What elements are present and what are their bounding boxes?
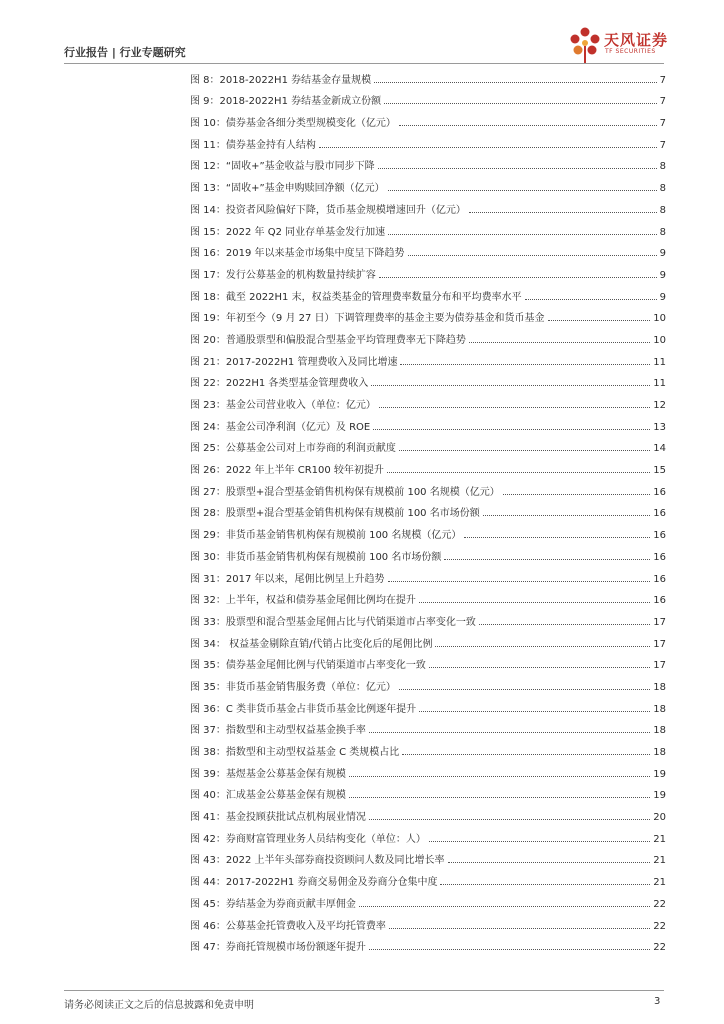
header-divider — [64, 63, 664, 64]
toc-entry-label: 图 17：发行公募基金的机构数量持续扩容 — [190, 269, 376, 281]
toc-entry-label: 图 42：券商财富管理业务人员结构变化（单位：人） — [190, 833, 426, 845]
toc-leader-dots — [373, 429, 650, 430]
toc-entry-page: 17 — [653, 616, 666, 628]
toc-entry-page: 16 — [653, 573, 666, 585]
toc-leader-dots — [369, 949, 650, 950]
toc-leader-dots — [388, 190, 657, 191]
toc-entry-label: 图 30：非货币基金销售机构保有规模前 100 名市场份额 — [190, 551, 442, 563]
page-number: 3 — [654, 996, 661, 1007]
toc-entry-page: 10 — [653, 334, 666, 346]
toc-entry[interactable] — [190, 109, 666, 131]
toc-leader-dots — [374, 82, 657, 83]
toc-leader-dots — [379, 277, 657, 278]
toc-entry[interactable] — [190, 88, 666, 110]
toc-entry-page: 18 — [653, 681, 666, 693]
toc-entry-label: 图 26：2022 年上半年 CR100 较年初提升 — [190, 465, 384, 477]
toc-leader-dots — [419, 711, 650, 712]
toc-entry-label: 图 28：股票型+混合型基金销售机构保有规模前 100 名市场份额 — [190, 508, 480, 520]
toc-entry[interactable] — [190, 261, 666, 283]
toc-entry-label: 图 9：2018-2022H1 券结基金新成立份额 — [190, 96, 382, 108]
toc-entry[interactable] — [190, 847, 666, 869]
toc-entry[interactable] — [190, 305, 666, 327]
toc-entry-label: 图 41：基金投顾获批试点机构展业情况 — [190, 812, 366, 824]
page-header — [0, 0, 724, 70]
toc-entry-page: 9 — [659, 291, 666, 303]
toc-leader-dots — [419, 602, 650, 603]
toc-leader-dots — [359, 906, 650, 907]
toc-entry-label: 图 40：汇成基金公募基金保有规模 — [190, 790, 346, 802]
toc-leader-dots — [548, 320, 651, 321]
toc-entry[interactable] — [190, 326, 666, 348]
toc-leader-dots — [388, 234, 657, 235]
toc-entry-label: 图 25：公募基金公司对上市券商的利润贡献度 — [190, 443, 396, 455]
toc-entry-page: 22 — [653, 920, 666, 932]
toc-entry[interactable] — [190, 240, 666, 262]
toc-leader-dots — [483, 515, 651, 516]
toc-leader-dots — [469, 212, 657, 213]
toc-entry-page: 7 — [659, 139, 666, 151]
report-category: 行业报告 | 行业专题研究 — [64, 46, 186, 59]
toc-entry[interactable] — [190, 587, 666, 609]
toc-entry-label: 图 37：指数型和主动型权益基金换手率 — [190, 725, 366, 737]
toc-entry[interactable] — [190, 435, 666, 457]
toc-leader-dots — [444, 559, 650, 560]
toc-entry-label: 图 16：2019 年以来基金市场集中度呈下降趋势 — [190, 248, 405, 260]
toc-entry-label: 图 11：债券基金持有人结构 — [190, 139, 316, 151]
toc-entry[interactable] — [190, 912, 666, 934]
toc-entry-page: 21 — [653, 833, 666, 845]
toc-entry-label: 图 19：年初至今（9 月 27 日）下调管理费率的基金主要为债券基金和货币基金 — [190, 313, 545, 325]
toc-entry-page: 8 — [659, 161, 666, 173]
toc-entry-page: 22 — [653, 942, 666, 954]
toc-entry-page: 14 — [653, 443, 666, 455]
toc-leader-dots — [525, 299, 657, 300]
toc-entry-label: 图 33：股票型和混合型基金尾佣占比与代销渠道市占率变化一致 — [190, 616, 476, 628]
footer-disclaimer: 请务必阅读正文之后的信息披露和免责申明 — [64, 1000, 254, 1011]
toc-entry-label: 图 36：C 类非货币基金占非货币基金比例逐年提升 — [190, 703, 417, 715]
toc-leader-dots — [479, 624, 650, 625]
brand-name-en: TF SECURITIES — [605, 48, 656, 55]
toc-entry-page: 16 — [653, 551, 666, 563]
toc-entry-label: 图 38：指数型和主动型权益基金 C 类规模占比 — [190, 747, 400, 758]
toc-entry[interactable] — [190, 760, 666, 782]
toc-entry-page: 19 — [653, 768, 666, 780]
toc-entry[interactable] — [190, 391, 666, 413]
toc-entry[interactable] — [190, 565, 666, 587]
toc-entry-label: 图 23：基金公司营业收入（单位：亿元） — [190, 400, 376, 411]
toc-entry-label: 图 27：股票型+混合型基金销售机构保有规模前 100 名规模（亿元） — [190, 486, 500, 498]
toc-entry[interactable] — [190, 66, 666, 88]
toc-entry-label: 图 22：2022H1 各类型基金管理费收入 — [190, 378, 369, 390]
toc-leader-dots — [469, 342, 650, 343]
toc-entry-label: 图 14：投资者风险偏好下降，货币基金规模增速回升（亿元） — [190, 204, 466, 216]
toc-entry-page: 10 — [653, 313, 666, 325]
toc-entry-label: 图 45：券结基金为券商贡献丰厚佣金 — [190, 898, 356, 910]
toc-entry-page: 22 — [653, 898, 666, 910]
toc-entry[interactable] — [190, 695, 666, 717]
toc-leader-dots — [389, 928, 650, 929]
toc-entry-page: 15 — [653, 465, 666, 477]
toc-entry-page: 8 — [659, 226, 666, 238]
toc-entry-label: 图 20：普通股票型和偏股混合型基金平均管理费率无下降趋势 — [190, 334, 466, 346]
toc-entry[interactable] — [190, 868, 666, 890]
toc-entry[interactable] — [190, 370, 666, 392]
toc-leader-dots — [388, 581, 651, 582]
toc-entry[interactable] — [190, 283, 666, 305]
toc-entry[interactable] — [190, 717, 666, 739]
toc-entry[interactable] — [190, 782, 666, 804]
toc-entry-page: 12 — [653, 400, 666, 411]
toc-entry-page: 21 — [653, 877, 666, 889]
toc-entry-label: 图 34： 权益基金剔除直销/代销占比变化后的尾佣比例 — [190, 638, 433, 650]
toc-entry-label: 图 13：“固收+”基金申购赎回净额（亿元） — [190, 183, 385, 195]
toc-leader-dots — [399, 125, 657, 126]
toc-entry-label: 图 44：2017-2022H1 券商交易佣金及券商分仓集中度 — [190, 877, 438, 889]
flower-icon — [568, 26, 602, 64]
toc-entry-page: 19 — [653, 790, 666, 802]
toc-entry-label: 图 32：上半年，权益和债券基金尾佣比例均在提升 — [190, 595, 416, 607]
toc-entry-label: 图 15：2022 年 Q2 同业存单基金发行加速 — [190, 226, 386, 238]
toc-leader-dots — [429, 667, 650, 668]
toc-leader-dots — [399, 689, 650, 690]
toc-entry-page: 16 — [653, 595, 666, 607]
toc-entry-page: 17 — [653, 638, 666, 650]
toc-leader-dots — [369, 732, 650, 733]
toc-entry[interactable] — [190, 196, 666, 218]
toc-entry-page: 18 — [653, 703, 666, 715]
toc-leader-dots — [429, 841, 650, 842]
toc-entry-page: 16 — [653, 486, 666, 498]
toc-leader-dots — [464, 537, 650, 538]
toc-entry[interactable] — [190, 521, 666, 543]
toc-entry-page: 9 — [659, 248, 666, 260]
toc-entry[interactable] — [190, 174, 666, 196]
toc-entry[interactable] — [190, 543, 666, 565]
toc-entry-label: 图 43：2022 上半年头部券商投资顾问人数及同比增长率 — [190, 855, 445, 867]
toc-entry[interactable] — [190, 348, 666, 370]
toc-entry-label: 图 18：截至 2022H1 末，权益类基金的管理费率数量分布和平均费率水平 — [190, 291, 522, 303]
toc-leader-dots — [384, 103, 657, 104]
toc-entry[interactable] — [190, 153, 666, 175]
toc-entry-label: 图 29：非货币基金销售机构保有规模前 100 名规模（亿元） — [190, 530, 462, 542]
toc-entry-label: 图 12：“固收+”基金收益与股市同步下降 — [190, 161, 375, 173]
toc-leader-dots — [440, 884, 650, 885]
toc-entry[interactable] — [190, 803, 666, 825]
toc-entry-page: 9 — [659, 269, 666, 281]
toc-leader-dots — [379, 407, 650, 408]
toc-entry-label: 图 24：基金公司净利润（亿元）及 ROE — [190, 421, 371, 433]
toc-leader-dots — [378, 168, 657, 169]
toc-entry-page: 13 — [653, 421, 666, 433]
toc-entry[interactable] — [190, 500, 666, 522]
toc-entry[interactable] — [190, 131, 666, 153]
toc-leader-dots — [448, 862, 651, 863]
toc-leader-dots — [319, 147, 657, 148]
toc-entry-label: 图 10：债券基金各细分类型规模变化（亿元） — [190, 118, 396, 130]
toc-entry-page: 20 — [653, 812, 666, 824]
figure-list — [190, 66, 666, 955]
toc-entry-page: 11 — [653, 378, 666, 390]
toc-entry-page: 7 — [659, 74, 666, 86]
toc-entry[interactable] — [190, 934, 666, 956]
toc-entry-page: 17 — [653, 660, 666, 672]
toc-entry[interactable] — [190, 456, 666, 478]
toc-entry-page: 7 — [659, 96, 666, 108]
toc-leader-dots — [402, 754, 650, 755]
toc-entry[interactable] — [190, 673, 666, 695]
toc-leader-dots — [369, 819, 650, 820]
toc-entry-label: 图 39：基煜基金公募基金保有规模 — [190, 768, 346, 780]
toc-leader-dots — [387, 472, 650, 473]
toc-entry-label: 图 35：非货币基金销售服务费（单位：亿元） — [190, 681, 396, 693]
toc-entry-label: 图 31：2017 年以来，尾佣比例呈上升趋势 — [190, 573, 385, 585]
toc-leader-dots — [408, 255, 657, 256]
toc-entry-page: 21 — [653, 855, 666, 867]
toc-leader-dots — [435, 646, 650, 647]
toc-leader-dots — [503, 494, 651, 495]
toc-entry[interactable] — [190, 652, 666, 674]
toc-entry-label: 图 35：债券基金尾佣比例与代销渠道市占率变化一致 — [190, 660, 426, 672]
toc-entry[interactable] — [190, 890, 666, 912]
toc-entry-page: 18 — [653, 747, 666, 758]
toc-entry-label: 图 8：2018-2022H1 券结基金存量规模 — [190, 74, 372, 86]
toc-entry-label: 图 46：公募基金托管费收入及平均托管费率 — [190, 920, 386, 932]
brand-logo — [568, 26, 678, 64]
toc-entry-label: 图 21：2017-2022H1 管理费收入及同比增速 — [190, 356, 398, 368]
toc-entry[interactable] — [190, 738, 666, 760]
toc-entry[interactable] — [190, 825, 666, 847]
toc-entry[interactable] — [190, 218, 666, 240]
toc-entry-page: 7 — [659, 118, 666, 130]
toc-entry-page: 8 — [659, 204, 666, 216]
toc-entry[interactable] — [190, 630, 666, 652]
brand-name: 天风证券 — [604, 31, 669, 49]
toc-entry[interactable] — [190, 478, 666, 500]
toc-entry-page: 18 — [653, 725, 666, 737]
toc-leader-dots — [371, 385, 650, 386]
toc-entry-page: 16 — [653, 508, 666, 520]
toc-entry-page: 8 — [659, 183, 666, 195]
toc-entry-label: 图 47：券商托管规模市场份额逐年提升 — [190, 942, 366, 954]
toc-leader-dots — [399, 450, 650, 451]
toc-entry[interactable] — [190, 413, 666, 435]
footer-divider — [64, 990, 664, 991]
toc-entry-page: 16 — [653, 530, 666, 542]
toc-entry-page: 11 — [653, 356, 666, 368]
toc-entry[interactable] — [190, 608, 666, 630]
toc-leader-dots — [349, 776, 650, 777]
toc-leader-dots — [400, 364, 650, 365]
toc-leader-dots — [349, 797, 650, 798]
